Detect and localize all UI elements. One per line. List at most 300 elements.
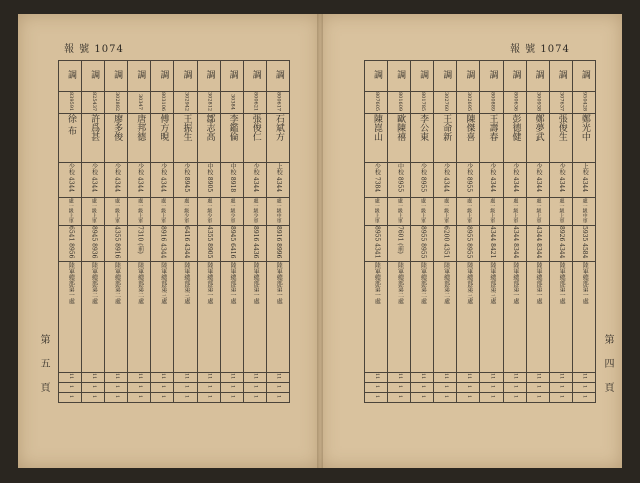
row-units xyxy=(365,198,596,226)
unit-cell xyxy=(480,198,503,226)
unit-cell xyxy=(59,198,82,226)
code-cell xyxy=(549,226,572,261)
name-cell xyxy=(365,114,388,163)
code-cell xyxy=(526,226,549,261)
count-c-cell xyxy=(59,392,82,402)
count-a-cell-text: 11 xyxy=(443,372,450,380)
name-cell xyxy=(105,114,128,163)
left-page xyxy=(18,14,320,468)
number-cell-text: 30347 xyxy=(137,93,144,110)
number-cell-text: 839591 xyxy=(67,92,74,112)
document-spread xyxy=(18,14,622,468)
title-cell xyxy=(174,61,197,92)
title-cell-text: 調 xyxy=(250,70,261,79)
count-a-cell xyxy=(151,372,174,382)
duty-cell-text: 陸軍總部第二處 xyxy=(396,261,404,304)
row-row_c xyxy=(365,392,596,402)
unit-cell xyxy=(434,198,457,226)
title-cell-text: 調 xyxy=(89,70,100,79)
count-c-cell-text: 1 xyxy=(229,394,236,399)
count-c-cell-text: 1 xyxy=(137,394,144,399)
title-cell xyxy=(365,61,388,92)
count-a-cell xyxy=(365,372,388,382)
title-cell-text: 調 xyxy=(371,70,382,79)
count-b-cell-text: 1 xyxy=(512,384,519,389)
number-cell xyxy=(151,92,174,114)
count-a-cell-text: 11 xyxy=(252,372,259,380)
name-cell-text: 鄭光中 xyxy=(579,114,590,142)
unit-cell-text: 處一級中軍 xyxy=(581,198,588,224)
unit-cell-text: 處一級中軍 xyxy=(275,198,282,224)
duty-cell xyxy=(266,261,289,372)
rank-cell-text: 少校 7384 xyxy=(373,163,381,193)
number-cell xyxy=(105,92,128,114)
count-b-cell xyxy=(480,382,503,392)
title-cell-text: 調 xyxy=(204,70,215,79)
count-a-cell-text: 11 xyxy=(581,372,588,380)
row-codes xyxy=(59,226,290,261)
name-cell xyxy=(220,114,243,163)
name-cell-text: 陳傑喜 xyxy=(464,114,475,142)
count-b-cell xyxy=(174,382,197,392)
title-cell xyxy=(105,61,128,92)
rank-cell xyxy=(266,163,289,198)
number-cell xyxy=(549,92,572,114)
number-cell-text: 803106 xyxy=(160,92,167,112)
title-cell-text: 調 xyxy=(441,70,452,79)
duty-cell xyxy=(457,261,480,372)
count-b-cell-text: 1 xyxy=(581,384,588,389)
count-b-cell-text: 1 xyxy=(275,384,282,389)
number-cell-text: 800621 xyxy=(252,92,259,112)
count-b-cell xyxy=(105,382,128,392)
unit-cell-text: 處一級上軍 xyxy=(137,198,144,224)
row-row_a xyxy=(365,372,596,382)
row-numbers xyxy=(365,92,596,114)
rank-cell-text: 中校 8905 xyxy=(205,163,213,193)
row-ranks xyxy=(59,163,290,198)
name-cell xyxy=(197,114,220,163)
code-cell xyxy=(480,226,503,261)
rank-cell xyxy=(174,163,197,198)
title-cell-text: 調 xyxy=(510,70,521,79)
code-cell-text: 8955 8955 xyxy=(419,226,427,259)
count-a-cell xyxy=(59,372,82,382)
number-cell xyxy=(59,92,82,114)
count-b-cell-text: 1 xyxy=(113,384,120,389)
rank-cell-text: 少校 4344 xyxy=(252,163,260,193)
code-cell-text: 8945 8936 xyxy=(90,226,98,259)
count-a-cell xyxy=(220,372,243,382)
name-cell xyxy=(549,114,572,163)
unit-cell-text: 處一級少軍 xyxy=(206,198,213,224)
count-a-cell xyxy=(411,372,434,382)
count-c-cell xyxy=(105,392,128,402)
duty-cell-text: 陸軍總部第三處 xyxy=(182,261,190,304)
number-cell-text: 302812 xyxy=(206,92,213,112)
count-a-cell xyxy=(174,372,197,382)
count-a-cell xyxy=(503,372,526,382)
name-cell-text: 徐 布 xyxy=(65,114,76,135)
count-a-cell xyxy=(388,372,411,382)
count-a-cell-text: 11 xyxy=(512,372,519,380)
title-cell-text: 調 xyxy=(65,70,76,79)
number-cell-text: 307637 xyxy=(558,92,565,112)
unit-cell-text: 處一級上軍 xyxy=(489,198,496,224)
duty-cell xyxy=(549,261,572,372)
duty-cell xyxy=(105,261,128,372)
rank-cell-text: 少校 4344 xyxy=(90,163,98,193)
count-c-cell-text: 1 xyxy=(90,394,97,399)
rank-cell xyxy=(480,163,503,198)
count-c-cell-text: 1 xyxy=(558,394,565,399)
code-cell xyxy=(105,226,128,261)
title-cell xyxy=(411,61,434,92)
unit-cell-text: 處一級上軍 xyxy=(466,198,473,224)
count-c-cell-text: 1 xyxy=(373,394,380,399)
name-cell-text: 鄭夢武 xyxy=(533,114,544,142)
duty-cell xyxy=(197,261,220,372)
row-ranks xyxy=(365,163,596,198)
title-cell-text: 調 xyxy=(112,70,123,79)
unit-cell xyxy=(82,198,105,226)
duty-cell xyxy=(572,261,595,372)
number-cell xyxy=(411,92,434,114)
count-c-cell xyxy=(526,392,549,402)
rank-cell-text: 少校 4344 xyxy=(67,163,75,193)
count-a-cell-text: 11 xyxy=(206,372,213,380)
duty-cell xyxy=(388,261,411,372)
name-cell-text: 張俊生 xyxy=(556,114,567,142)
row-row_b xyxy=(365,382,596,392)
duty-cell xyxy=(526,261,549,372)
duty-cell-text: 陸軍總部第一處 xyxy=(252,261,260,304)
left-header: 報 號 1074 xyxy=(64,44,124,55)
code-cell-text: 4344 8344 xyxy=(511,226,519,259)
code-cell-text: 4344 8344 xyxy=(535,226,542,259)
title-cell xyxy=(572,61,595,92)
rank-cell xyxy=(549,163,572,198)
duty-cell xyxy=(411,261,434,372)
count-a-cell-text: 11 xyxy=(489,372,496,380)
count-a-cell-text: 11 xyxy=(90,372,97,380)
number-cell xyxy=(526,92,549,114)
code-cell-text: 8916 4344 xyxy=(159,226,167,259)
count-c-cell xyxy=(457,392,480,402)
count-b-cell-text: 1 xyxy=(137,384,144,389)
unit-cell-text: 處一級少軍 xyxy=(183,198,190,224)
code-cell-text: 8916 8996 xyxy=(275,226,283,259)
row-row_c xyxy=(59,392,290,402)
title-cell-text: 調 xyxy=(227,70,238,79)
rank-cell xyxy=(82,163,105,198)
rank-cell xyxy=(243,163,266,198)
name-cell-text: 許爲甚 xyxy=(89,114,100,142)
code-cell xyxy=(82,226,105,261)
rank-cell-text: 少校 4344 xyxy=(488,163,496,193)
count-a-cell-text: 11 xyxy=(373,372,380,380)
name-cell-text: 張俊仁 xyxy=(250,114,261,142)
duty-cell-text: 陸軍總部第一處 xyxy=(373,261,381,304)
count-b-cell xyxy=(197,382,220,392)
count-b-cell-text: 1 xyxy=(252,384,259,389)
number-cell-text: 800889 xyxy=(489,92,496,112)
number-cell xyxy=(457,92,480,114)
rank-cell-text: 少校 4344 xyxy=(113,163,121,193)
unit-cell xyxy=(365,198,388,226)
count-b-cell-text: 1 xyxy=(466,384,473,389)
code-cell-text: 8945 6416 xyxy=(229,226,236,259)
title-cell xyxy=(549,61,572,92)
unit-cell xyxy=(526,198,549,226)
count-b-cell-text: 1 xyxy=(183,384,190,389)
number-cell-text: 825437 xyxy=(90,92,97,112)
name-cell xyxy=(572,114,595,163)
rank-cell-text: 少校 4344 xyxy=(159,163,167,193)
count-a-cell xyxy=(105,372,128,382)
name-cell xyxy=(266,114,289,163)
rank-cell xyxy=(220,163,243,198)
duty-cell xyxy=(174,261,197,372)
count-a-cell xyxy=(572,372,595,382)
number-cell xyxy=(503,92,526,114)
code-cell-text: 7601 (前) xyxy=(396,226,404,254)
row-codes xyxy=(365,226,596,261)
count-c-cell-text: 1 xyxy=(581,394,588,399)
duty-cell-text: 陸軍總部第二處 xyxy=(113,261,121,304)
title-cell xyxy=(480,61,503,92)
count-c-cell xyxy=(243,392,266,402)
count-b-cell-text: 1 xyxy=(206,384,213,389)
title-cell-text: 調 xyxy=(395,70,406,79)
name-cell-text: 王振生 xyxy=(181,114,192,142)
duty-cell xyxy=(503,261,526,372)
row-names xyxy=(59,114,290,163)
left-page-number: 第五頁 xyxy=(38,334,49,406)
rank-cell xyxy=(105,163,128,198)
unit-cell xyxy=(572,198,595,226)
right-header: 報 號 1074 xyxy=(510,44,570,55)
unit-cell-text: 處一級上軍 xyxy=(443,198,450,224)
number-cell xyxy=(220,92,243,114)
number-cell-text: 302882 xyxy=(113,92,120,112)
count-c-cell-text: 1 xyxy=(67,394,74,399)
title-cell xyxy=(503,61,526,92)
duty-cell-text: 陸軍總部第一處 xyxy=(205,261,213,304)
name-cell xyxy=(151,114,174,163)
count-a-cell xyxy=(457,372,480,382)
code-cell xyxy=(503,226,526,261)
title-cell-text: 調 xyxy=(556,70,567,79)
number-cell xyxy=(82,92,105,114)
count-a-cell-text: 11 xyxy=(160,372,167,380)
count-b-cell xyxy=(388,382,411,392)
count-a-cell-text: 11 xyxy=(396,372,403,380)
name-cell xyxy=(411,114,434,163)
number-cell xyxy=(388,92,411,114)
count-b-cell-text: 1 xyxy=(443,384,450,389)
name-cell-text: 彭德健 xyxy=(510,114,521,142)
number-cell xyxy=(365,92,388,114)
number-cell-text: 302760 xyxy=(443,92,450,112)
count-c-cell-text: 1 xyxy=(489,394,496,399)
count-b-cell-text: 1 xyxy=(419,384,426,389)
unit-cell xyxy=(128,198,151,226)
number-cell xyxy=(434,92,457,114)
name-cell-text: 歐陳禧 xyxy=(395,114,406,142)
count-b-cell-text: 1 xyxy=(396,384,403,389)
duty-cell-text: 陸軍總部第一處 xyxy=(558,261,566,304)
count-a-cell-text: 11 xyxy=(229,372,236,380)
count-a-cell-text: 11 xyxy=(535,372,542,380)
rank-cell-text: 少校 4344 xyxy=(136,163,144,193)
duty-cell-text: 陸軍總部第一處 xyxy=(581,261,589,304)
title-cell xyxy=(243,61,266,92)
count-b-cell-text: 1 xyxy=(160,384,167,389)
duty-cell-text: 陸軍總部第一處 xyxy=(275,261,283,304)
row-units xyxy=(59,198,290,226)
count-a-cell xyxy=(128,372,151,382)
number-cell-text: 302695 xyxy=(466,92,473,112)
rank-cell-text: 中校 8955 xyxy=(396,163,404,193)
rank-cell-text: 少校 4344 xyxy=(511,163,519,193)
rank-cell xyxy=(526,163,549,198)
count-b-cell-text: 1 xyxy=(373,384,380,389)
duty-cell-text: 陸軍總部第二處 xyxy=(442,261,450,304)
duty-cell xyxy=(151,261,174,372)
unit-cell xyxy=(197,198,220,226)
name-cell-text: 李公東 xyxy=(418,114,429,142)
unit-cell xyxy=(549,198,572,226)
code-cell-text: 4355 8916 xyxy=(113,226,121,259)
rank-cell-text: 少校 4344 xyxy=(558,163,566,193)
title-cell-text: 調 xyxy=(135,70,146,79)
code-cell xyxy=(388,226,411,261)
count-c-cell-text: 1 xyxy=(113,394,120,399)
count-b-cell xyxy=(220,382,243,392)
name-cell xyxy=(503,114,526,163)
title-cell-text: 調 xyxy=(158,70,169,79)
row-names xyxy=(365,114,596,163)
name-cell xyxy=(128,114,151,163)
title-cell xyxy=(151,61,174,92)
count-a-cell-text: 11 xyxy=(137,372,144,380)
count-a-cell xyxy=(82,372,105,382)
code-cell xyxy=(174,226,197,261)
count-c-cell xyxy=(128,392,151,402)
count-a-cell xyxy=(434,372,457,382)
count-c-cell-text: 1 xyxy=(206,394,213,399)
code-cell-text: 8955 8955 xyxy=(465,226,473,259)
number-cell xyxy=(197,92,220,114)
title-cell xyxy=(82,61,105,92)
count-b-cell xyxy=(457,382,480,392)
title-cell xyxy=(266,61,289,92)
rank-cell xyxy=(434,163,457,198)
code-cell-text: 6200 4351 xyxy=(442,226,450,259)
count-b-cell xyxy=(526,382,549,392)
count-b-cell-text: 1 xyxy=(558,384,565,389)
count-b-cell-text: 1 xyxy=(229,384,236,389)
rank-cell xyxy=(151,163,174,198)
code-cell xyxy=(243,226,266,261)
name-cell xyxy=(526,114,549,163)
name-cell xyxy=(457,114,480,163)
unit-cell-text: 處一級上軍 xyxy=(113,198,120,224)
unit-cell xyxy=(220,198,243,226)
unit-cell xyxy=(266,198,289,226)
count-a-cell-text: 11 xyxy=(67,372,74,380)
duty-cell-text: 陸軍總部第三處 xyxy=(159,261,167,304)
code-cell xyxy=(411,226,434,261)
name-cell xyxy=(82,114,105,163)
number-cell-text: 800617 xyxy=(275,92,282,112)
unit-cell-text: 處一級上軍 xyxy=(160,198,167,224)
unit-cell xyxy=(105,198,128,226)
rank-cell-text: 少校 8945 xyxy=(182,163,190,193)
title-cell-text: 調 xyxy=(487,70,498,79)
right-roster-table xyxy=(364,60,596,403)
name-cell-text: 石斌方 xyxy=(273,114,284,142)
title-cell xyxy=(59,61,82,92)
title-cell-text: 調 xyxy=(418,70,429,79)
count-c-cell-text: 1 xyxy=(160,394,167,399)
rank-cell xyxy=(457,163,480,198)
row-title xyxy=(365,61,596,92)
count-c-cell xyxy=(434,392,457,402)
title-cell-text: 調 xyxy=(273,70,284,79)
duty-cell xyxy=(59,261,82,372)
count-b-cell-text: 1 xyxy=(67,384,74,389)
count-b-cell-text: 1 xyxy=(90,384,97,389)
title-cell xyxy=(434,61,457,92)
title-cell xyxy=(457,61,480,92)
title-cell xyxy=(526,61,549,92)
rank-cell xyxy=(128,163,151,198)
name-cell-text: 唐邦德 xyxy=(135,114,146,142)
rank-cell xyxy=(197,163,220,198)
code-cell xyxy=(266,226,289,261)
count-a-cell xyxy=(526,372,549,382)
code-cell-text: 8926 4344 xyxy=(558,226,566,259)
right-page-number: 第四頁 xyxy=(602,334,613,406)
unit-cell xyxy=(411,198,434,226)
count-a-cell-text: 11 xyxy=(419,372,426,380)
count-c-cell xyxy=(220,392,243,402)
unit-cell xyxy=(243,198,266,226)
number-cell xyxy=(243,92,266,114)
rank-cell xyxy=(388,163,411,198)
count-c-cell xyxy=(572,392,595,402)
count-c-cell xyxy=(82,392,105,402)
count-c-cell xyxy=(365,392,388,402)
count-c-cell xyxy=(503,392,526,402)
number-cell xyxy=(572,92,595,114)
unit-cell-text: 處一級上軍 xyxy=(512,198,519,224)
unit-cell xyxy=(151,198,174,226)
count-b-cell xyxy=(59,382,82,392)
row-duties xyxy=(365,261,596,372)
code-cell xyxy=(59,226,82,261)
count-b-cell xyxy=(572,382,595,392)
unit-cell xyxy=(503,198,526,226)
unit-cell-text: 處一級少軍 xyxy=(252,198,259,224)
code-cell-text: 8916 4436 xyxy=(252,226,260,259)
duty-cell xyxy=(480,261,503,372)
count-c-cell xyxy=(549,392,572,402)
count-a-cell-text: 11 xyxy=(113,372,120,380)
count-b-cell xyxy=(503,382,526,392)
